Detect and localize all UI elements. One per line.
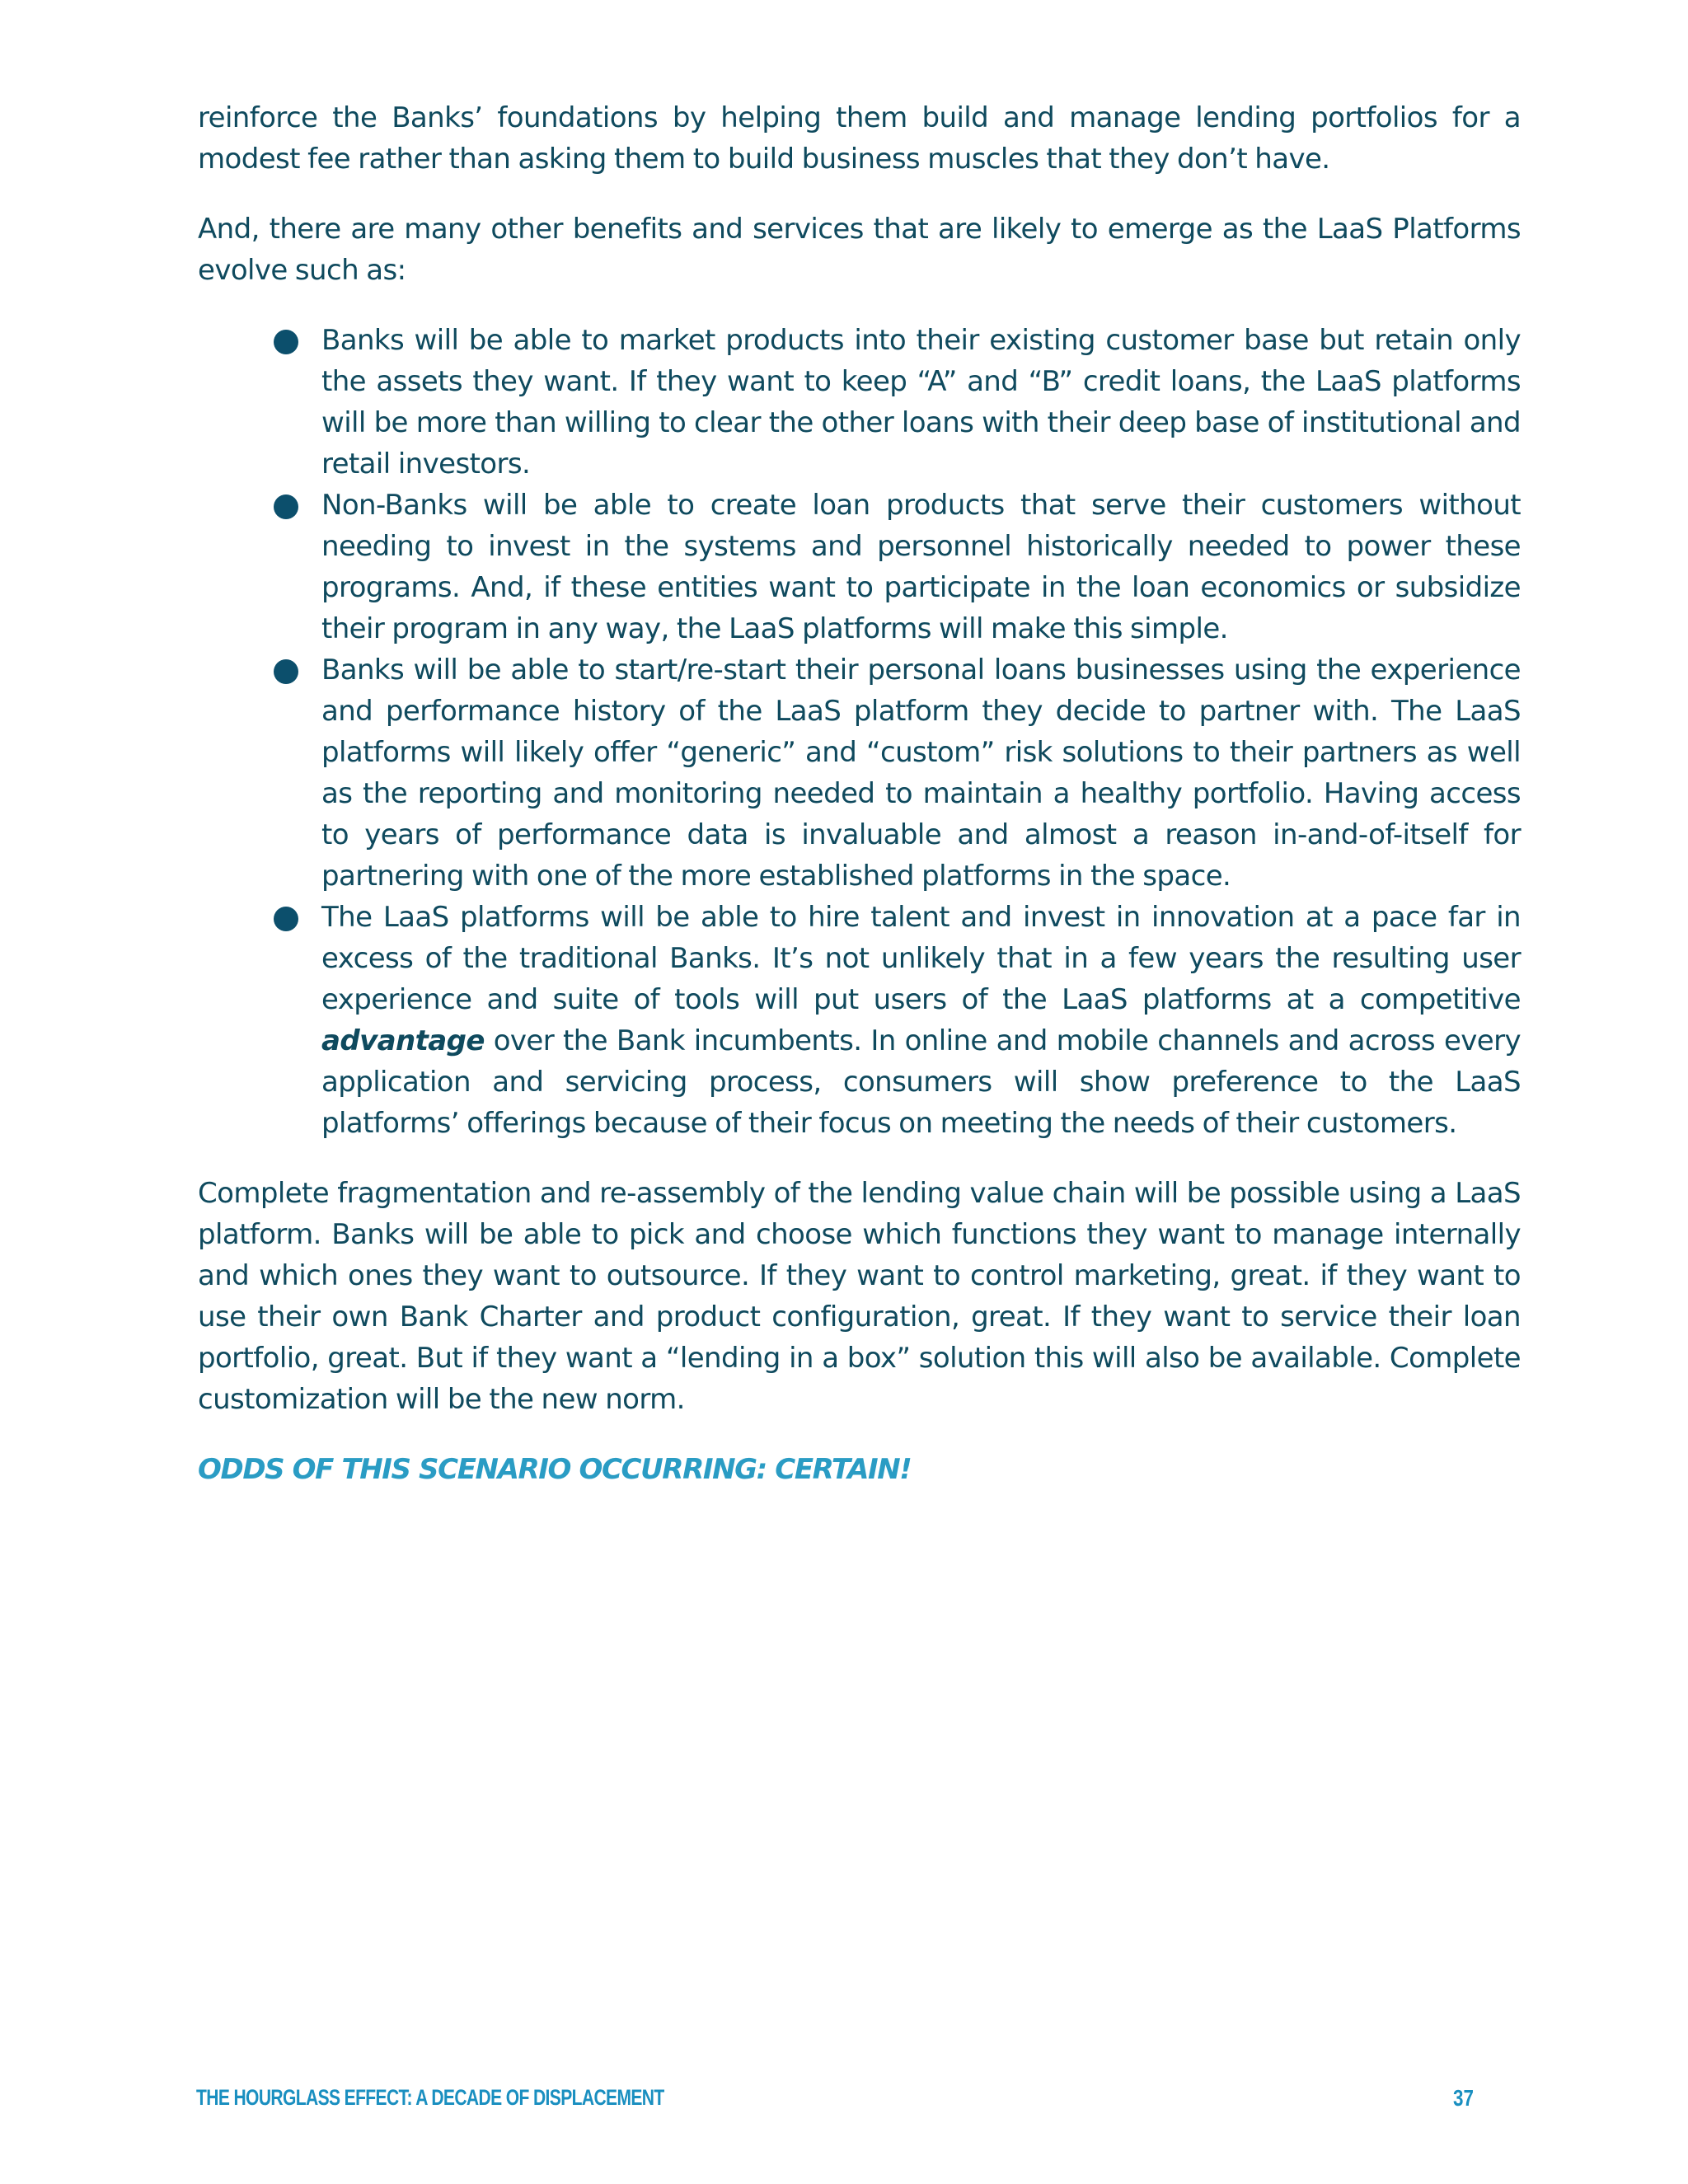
list-item-text: Banks will be able to start/re-start their personal loans businesses using the experience and performance history of the LaaS platform they decide to partner with. The LaaS platforms will likely offer “generic” and “custom” risk solutions to their partners as well as the reporting and monitoring needed to maintain a healthy portfolio. Having access to years of performance data is invaluable and almost a reason in-and-of-itself for partnering with one of the more established platforms in the space. <box>321 654 1521 893</box>
bullet-dot-icon <box>274 907 298 931</box>
paragraph: And, there are many other benefits and services that are likely to emerge as the LaaS Platforms evolve such as: <box>198 213 1521 287</box>
list-item-text-before: The LaaS platforms will be able to hire talent and invest in innovation at a pace far in excess of the traditional Banks. It’s not unlikely that in a few years the resulting user experience and suite of tools will put users of the LaaS platforms at a competitive <box>321 901 1521 1016</box>
bullet-dot-icon <box>274 330 298 354</box>
paragraph: reinforce the Banks’ foundations by helping them build and manage lending portfolios for a modest fee rather than asking them to build business muscles that they don’t have. <box>198 101 1521 176</box>
bullet-list <box>198 320 1521 1144</box>
list-item-text-after: over the Bank incumbents. In online and mobile channels and across every application and servicing process, consumers will show preference to the LaaS platforms’ offerings because of their focus on meeting the needs of their customers. <box>321 1024 1521 1140</box>
footer-title: THE HOURGLASS EFFECT: A DECADE OF DISPLACEMENT <box>196 2085 664 2110</box>
list-item <box>198 485 1521 649</box>
paragraph: Complete fragmentation and re-assembly of the lending value chain will be possible using a LaaS platform. Banks will be able to pick and choose which functions they want to manage internally and which ones they want to outsource. If they want to control marketing, great. if they want to use their own Bank Charter and product configuration, great. If they want to service their loan portfolio, great. But if they want a “lending in a box” solution this will also be available. Complete customization will be the new norm. <box>198 1177 1521 1416</box>
list-item-text: Banks will be able to market products into their existing customer base but retain only the assets they want. If they want to keep “A” and “B” credit loans, the LaaS platforms will be more than willing to clear the other loans with their deep base of institutional and retail investors. <box>321 324 1521 480</box>
list-item <box>198 320 1521 485</box>
page-number: 37 <box>1453 2085 1474 2111</box>
odds-callout: ODDS OF THIS SCENARIO OCCURRING: CERTAIN! <box>198 1453 912 1486</box>
bullet-dot-icon <box>274 659 298 684</box>
bullet-dot-icon <box>274 494 298 519</box>
list-item <box>198 897 1521 1144</box>
list-item <box>198 649 1521 897</box>
list-item-text: Non-Banks will be able to create loan products that serve their customers without needing to invest in the systems and personnel historically needed to power these programs. And, if these entities want to participate in the loan economics or subsidize their program in any way, the LaaS platforms will make this simple. <box>321 489 1521 645</box>
page-content <box>198 97 1521 1490</box>
emphasis-text: advantage <box>321 1024 485 1057</box>
